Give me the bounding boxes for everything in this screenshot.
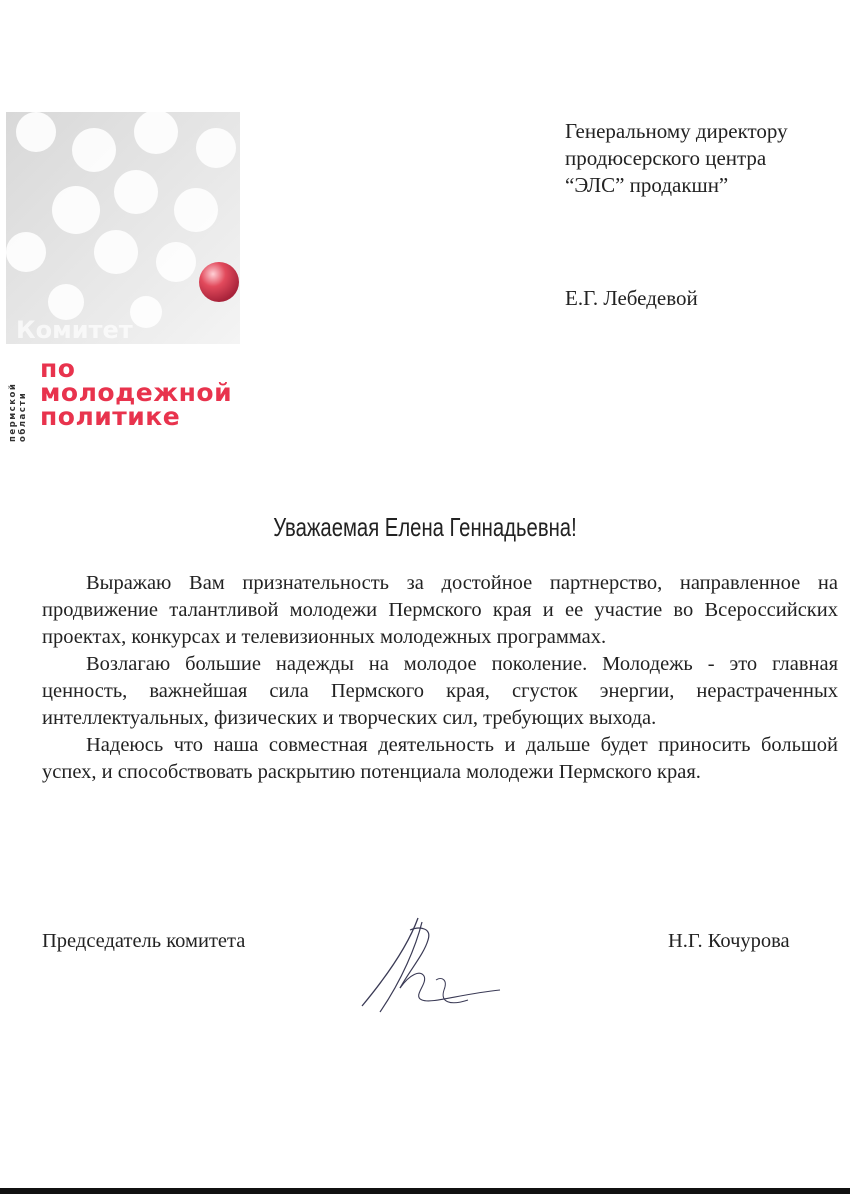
logo-text-line-1: по [40, 354, 76, 383]
address-line-1: Генеральному директору [565, 119, 788, 143]
committee-logo [4, 112, 244, 442]
logo-graphic [6, 112, 240, 344]
paragraph-1: Выражаю Вам признательность за достойное партнерство, направленное на продвижение талантливой молодежи Пермского края и ее участие во Всероссийских проектах, конкурсах и телевизионных молодежных программах. [42, 572, 838, 648]
logo-vertical-text: пермской области [8, 382, 28, 442]
logo-text-line-3: политике [40, 402, 181, 431]
signatory-title: Председатель комитета [42, 930, 246, 952]
svg-text:Комитет: Комитет [16, 316, 133, 344]
logo-text-line-2: молодежной [40, 378, 233, 407]
signatory-name: Н.Г. Кочурова [668, 930, 790, 952]
letter-greeting: Уважаемая Елена Геннадьевна! [273, 512, 577, 542]
handwritten-signature [340, 910, 520, 1020]
page-bottom-border [0, 1188, 850, 1194]
paragraph-2: Возлагаю большие надежды на молодое поколение. Молодежь - это главная ценность, важнейшая сила Пермского края, сгусток энергии, нерастраченных интеллектуальных, физических и творческих сил, требующих выхода. [42, 653, 838, 729]
recipient-address [565, 118, 788, 199]
address-line-2: продюсерского центра [565, 146, 767, 170]
recipient-name: Е.Г. Лебедевой [565, 286, 698, 310]
paragraph-3: Надеюсь что наша совместная деятельность и дальше будет приносить большой успех, и способствовать раскрытию потенциала молодежи Пермского края. [42, 734, 838, 783]
letter-body [42, 570, 838, 786]
address-line-3: “ЭЛС” продакшн” [565, 173, 729, 197]
